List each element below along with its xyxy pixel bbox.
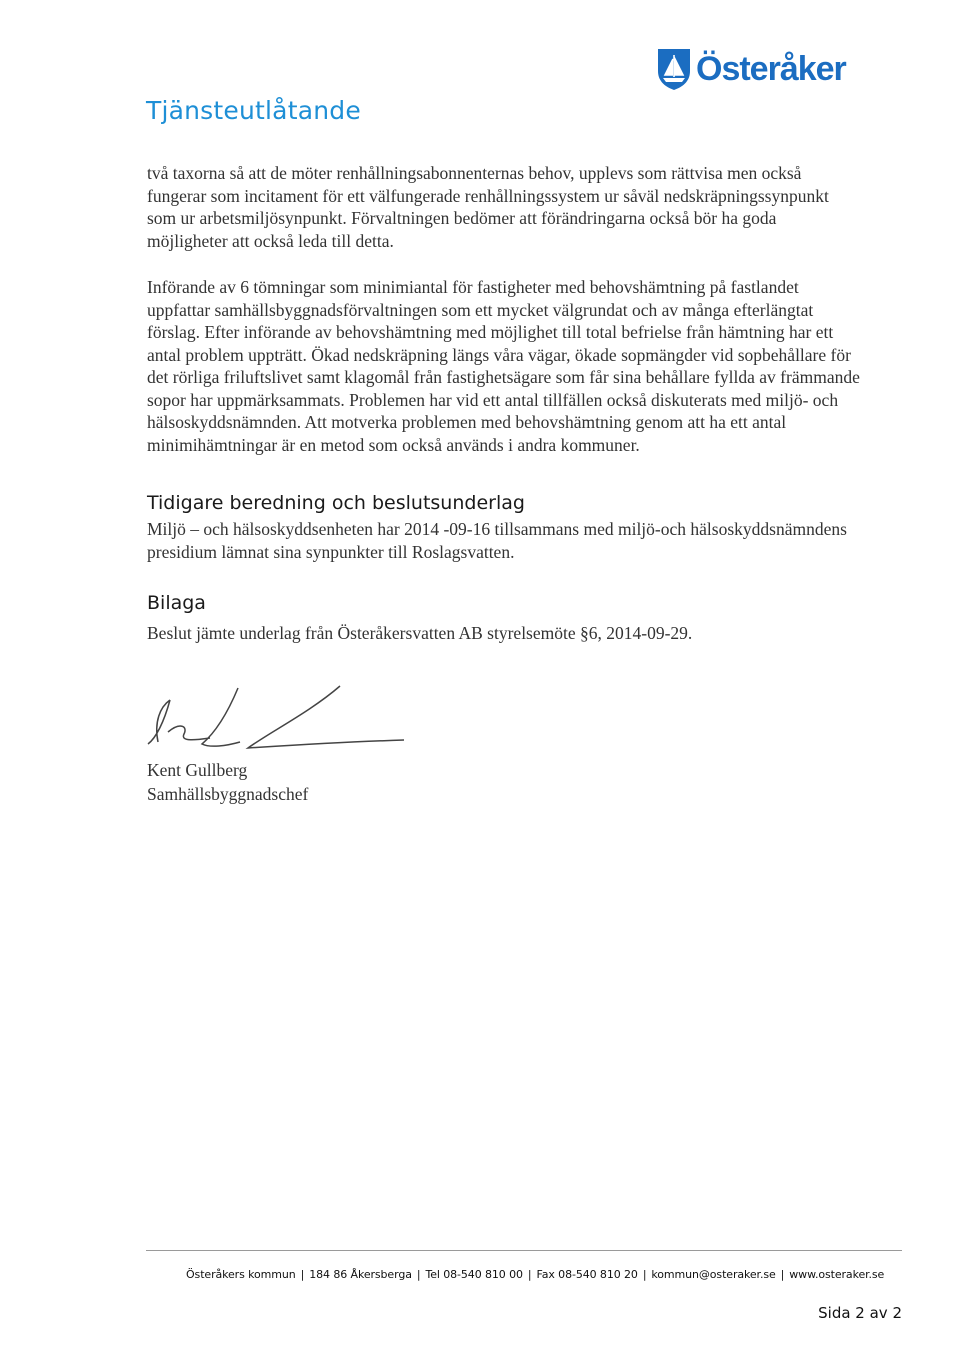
text-line: förslag. Efter införande av behovshämtning med möjlighet till total befrielse från hämtning har ett [147, 322, 834, 342]
text-line: Införande av 6 tömningar som minimiantal för fastigheter med behovshämtning på fastlandet [147, 277, 799, 297]
paragraph-fee-structure [147, 162, 907, 252]
text-line: Beslut jämte underlag från Österåkersvatten AB styrelsemöte §6, 2014-09-29. [147, 623, 693, 643]
signature-block [147, 758, 308, 806]
footer-phone: Tel 08-540 810 00 [425, 1268, 523, 1281]
signatory-title: Samhällsbyggnadschef [147, 784, 309, 804]
text-line: två taxorna så att de möter renhållningsabonnenternas behov, upplevs som rättvisa men också [147, 163, 802, 183]
footer-fax: Fax 08-540 810 20 [536, 1268, 638, 1281]
text-line: antal problem uppträtt. Ökad nedskräpning längs våra vägar, ökade sopmängder vid sopbehållare för [147, 344, 851, 365]
footer-address: 184 86 Åkersberga [309, 1268, 412, 1281]
footer-contact: Österåkers kommun | 184 86 Åkersberga | Tel 08-540 810 00 | Fax 08-540 810 20 | kommun@osteraker.se | www.osteraker.se [186, 1268, 885, 1281]
paragraph-attachment [147, 622, 907, 645]
text-line: Miljö – och hälsoskyddsenheten har 2014 -09-16 tillsammans med miljö-och hälsoskyddsnämndens [147, 519, 847, 539]
text-line: sopor har uppmärksammats. Problemen har vid ett antal tillfällen också diskuterats med miljö- och [147, 389, 839, 410]
page-number: Sida 2 av 2 [818, 1304, 902, 1322]
paragraph-collection-minimum [147, 276, 907, 456]
footer-divider [146, 1250, 902, 1251]
text-line: hälsoskyddsnämnden. Att motverka problemen med behovshämtning genom att ha ett antal [147, 412, 787, 432]
text-line: minimihämtningar är en metod som också används i andra kommuner. [147, 434, 640, 455]
text-line: uppfattar samhällsbyggnadsförvaltningen som ett mycket välgrundat och av många efterlängtat [147, 299, 814, 320]
document-type-title: Tjänsteutlåtande [146, 96, 361, 125]
text-line: det rörliga friluftslivet samt klagomål från fastighetsägare som får sina behållare fyllda av främmande [147, 367, 860, 387]
section-heading-attachment: Bilaga [147, 592, 206, 614]
paragraph-prior-preparation [147, 518, 907, 563]
text-line: som ur arbetsmiljösynpunkt. Förvaltningen bedömer att förändringarna också bör ha goda [147, 208, 777, 228]
footer-website: www.osteraker.se [789, 1268, 885, 1281]
text-line: presidium lämnat sina synpunkter till Roslagsvatten. [147, 541, 515, 562]
section-heading-prior-preparation: Tidigare beredning och beslutsunderlag [147, 492, 525, 514]
osteraker-logo [656, 46, 846, 92]
text-line: möjligheter att också leda till detta. [147, 230, 394, 251]
footer-org: Österåkers kommun [186, 1268, 296, 1281]
signatory-name: Kent Gullberg [147, 760, 248, 780]
municipality-shield-icon [656, 47, 692, 91]
footer-email: kommun@osteraker.se [651, 1268, 776, 1281]
logo-wordmark: Österåker [696, 49, 846, 88]
text-line: fungerar som incitament för ett välfungerade renhållningssystem ur såväl nedskräpningssynpunkt [147, 185, 829, 206]
